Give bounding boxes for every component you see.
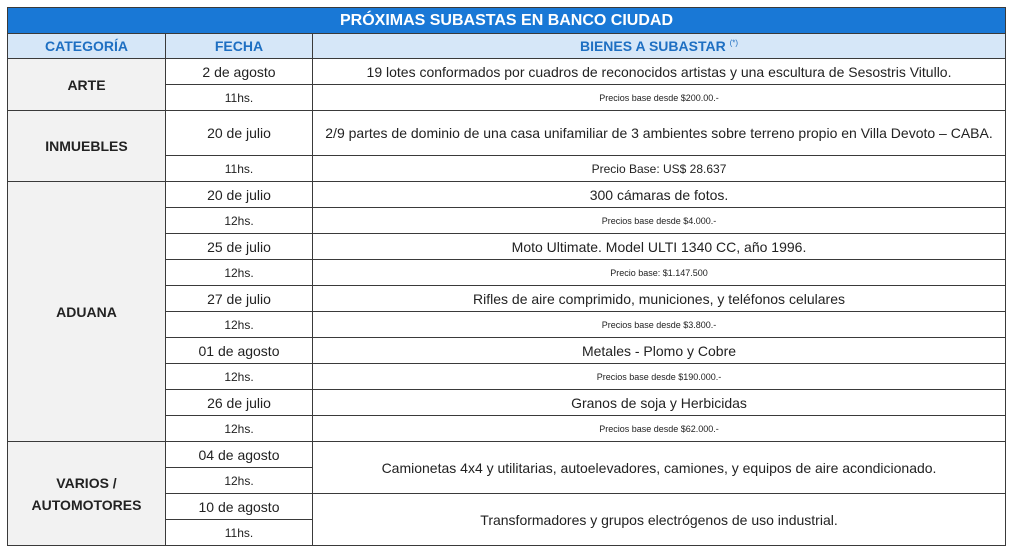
header-category: CATEGORÍA (8, 34, 166, 59)
description-cell: Rifles de aire comprimido, municiones, y teléfonos celulares (313, 286, 1006, 312)
base-price-cell: Precios base desde $4.000.- (313, 208, 1006, 234)
title-row (8, 8, 1006, 34)
table-title: PRÓXIMAS SUBASTAS EN BANCO CIUDAD (8, 8, 1006, 34)
category-line-2: AUTOMOTORES (31, 496, 142, 513)
category-line-1: VARIOS / (56, 474, 117, 491)
time-cell: 12hs. (166, 260, 313, 286)
category-arte: ARTE (8, 59, 166, 111)
date-cell: 26 de julio (166, 390, 313, 416)
date-cell: 10 de agosto (166, 494, 313, 520)
base-price-cell: Precio Base: US$ 28.637 (313, 156, 1006, 182)
header-goods-note: (*) (729, 38, 739, 48)
table-row (8, 111, 1006, 156)
category-varios-automotores (8, 442, 166, 546)
table-row (8, 442, 1006, 468)
description-cell: 2/9 partes de dominio de una casa unifamiliar de 3 ambientes sobre terreno propio en Villa Devoto – CABA. (313, 111, 1006, 156)
date-cell: 25 de julio (166, 234, 313, 260)
base-price-cell: Precios base desde $190.000.- (313, 364, 1006, 390)
time-cell: 12hs. (166, 364, 313, 390)
description-cell: Metales - Plomo y Cobre (313, 338, 1006, 364)
base-price-cell: Precios base desde $200.00.- (313, 85, 1006, 111)
time-cell: 11hs. (166, 520, 313, 546)
description-cell: Camionetas 4x4 y utilitarias, autoelevadores, camiones, y equipos de aire acondicionado. (313, 442, 1006, 494)
time-cell: 12hs. (166, 208, 313, 234)
auctions-table (7, 7, 1006, 546)
time-cell: 11hs. (166, 85, 313, 111)
time-cell: 12hs. (166, 468, 313, 494)
date-cell: 04 de agosto (166, 442, 313, 468)
date-cell: 01 de agosto (166, 338, 313, 364)
description-cell: 19 lotes conformados por cuadros de reconocidos artistas y una escultura de Sesostris Vitullo. (313, 59, 1006, 85)
date-cell: 20 de julio (166, 111, 313, 156)
table-row (8, 59, 1006, 85)
date-cell: 20 de julio (166, 182, 313, 208)
base-price-cell: Precio base: $1.147.500 (313, 260, 1006, 286)
header-goods-label: BIENES A SUBASTAR (579, 38, 726, 54)
table-row (8, 182, 1006, 208)
time-cell: 12hs. (166, 312, 313, 338)
time-cell: 12hs. (166, 416, 313, 442)
category-aduana: ADUANA (8, 182, 166, 442)
base-price-cell: Precios base desde $62.000.- (313, 416, 1006, 442)
time-cell: 11hs. (166, 156, 313, 182)
description-cell: 300 cámaras de fotos. (313, 182, 1006, 208)
description-cell: Granos de soja y Herbicidas (313, 390, 1006, 416)
header-date: FECHA (166, 34, 313, 59)
description-cell: Transformadores y grupos electrógenos de uso industrial. (313, 494, 1006, 546)
base-price-cell: Precios base desde $3.800.- (313, 312, 1006, 338)
category-inmuebles: INMUEBLES (8, 111, 166, 182)
date-cell: 2 de agosto (166, 59, 313, 85)
header-goods (313, 34, 1006, 59)
description-cell: Moto Ultimate. Model ULTI 1340 CC, año 1996. (313, 234, 1006, 260)
header-row (8, 34, 1006, 59)
date-cell: 27 de julio (166, 286, 313, 312)
